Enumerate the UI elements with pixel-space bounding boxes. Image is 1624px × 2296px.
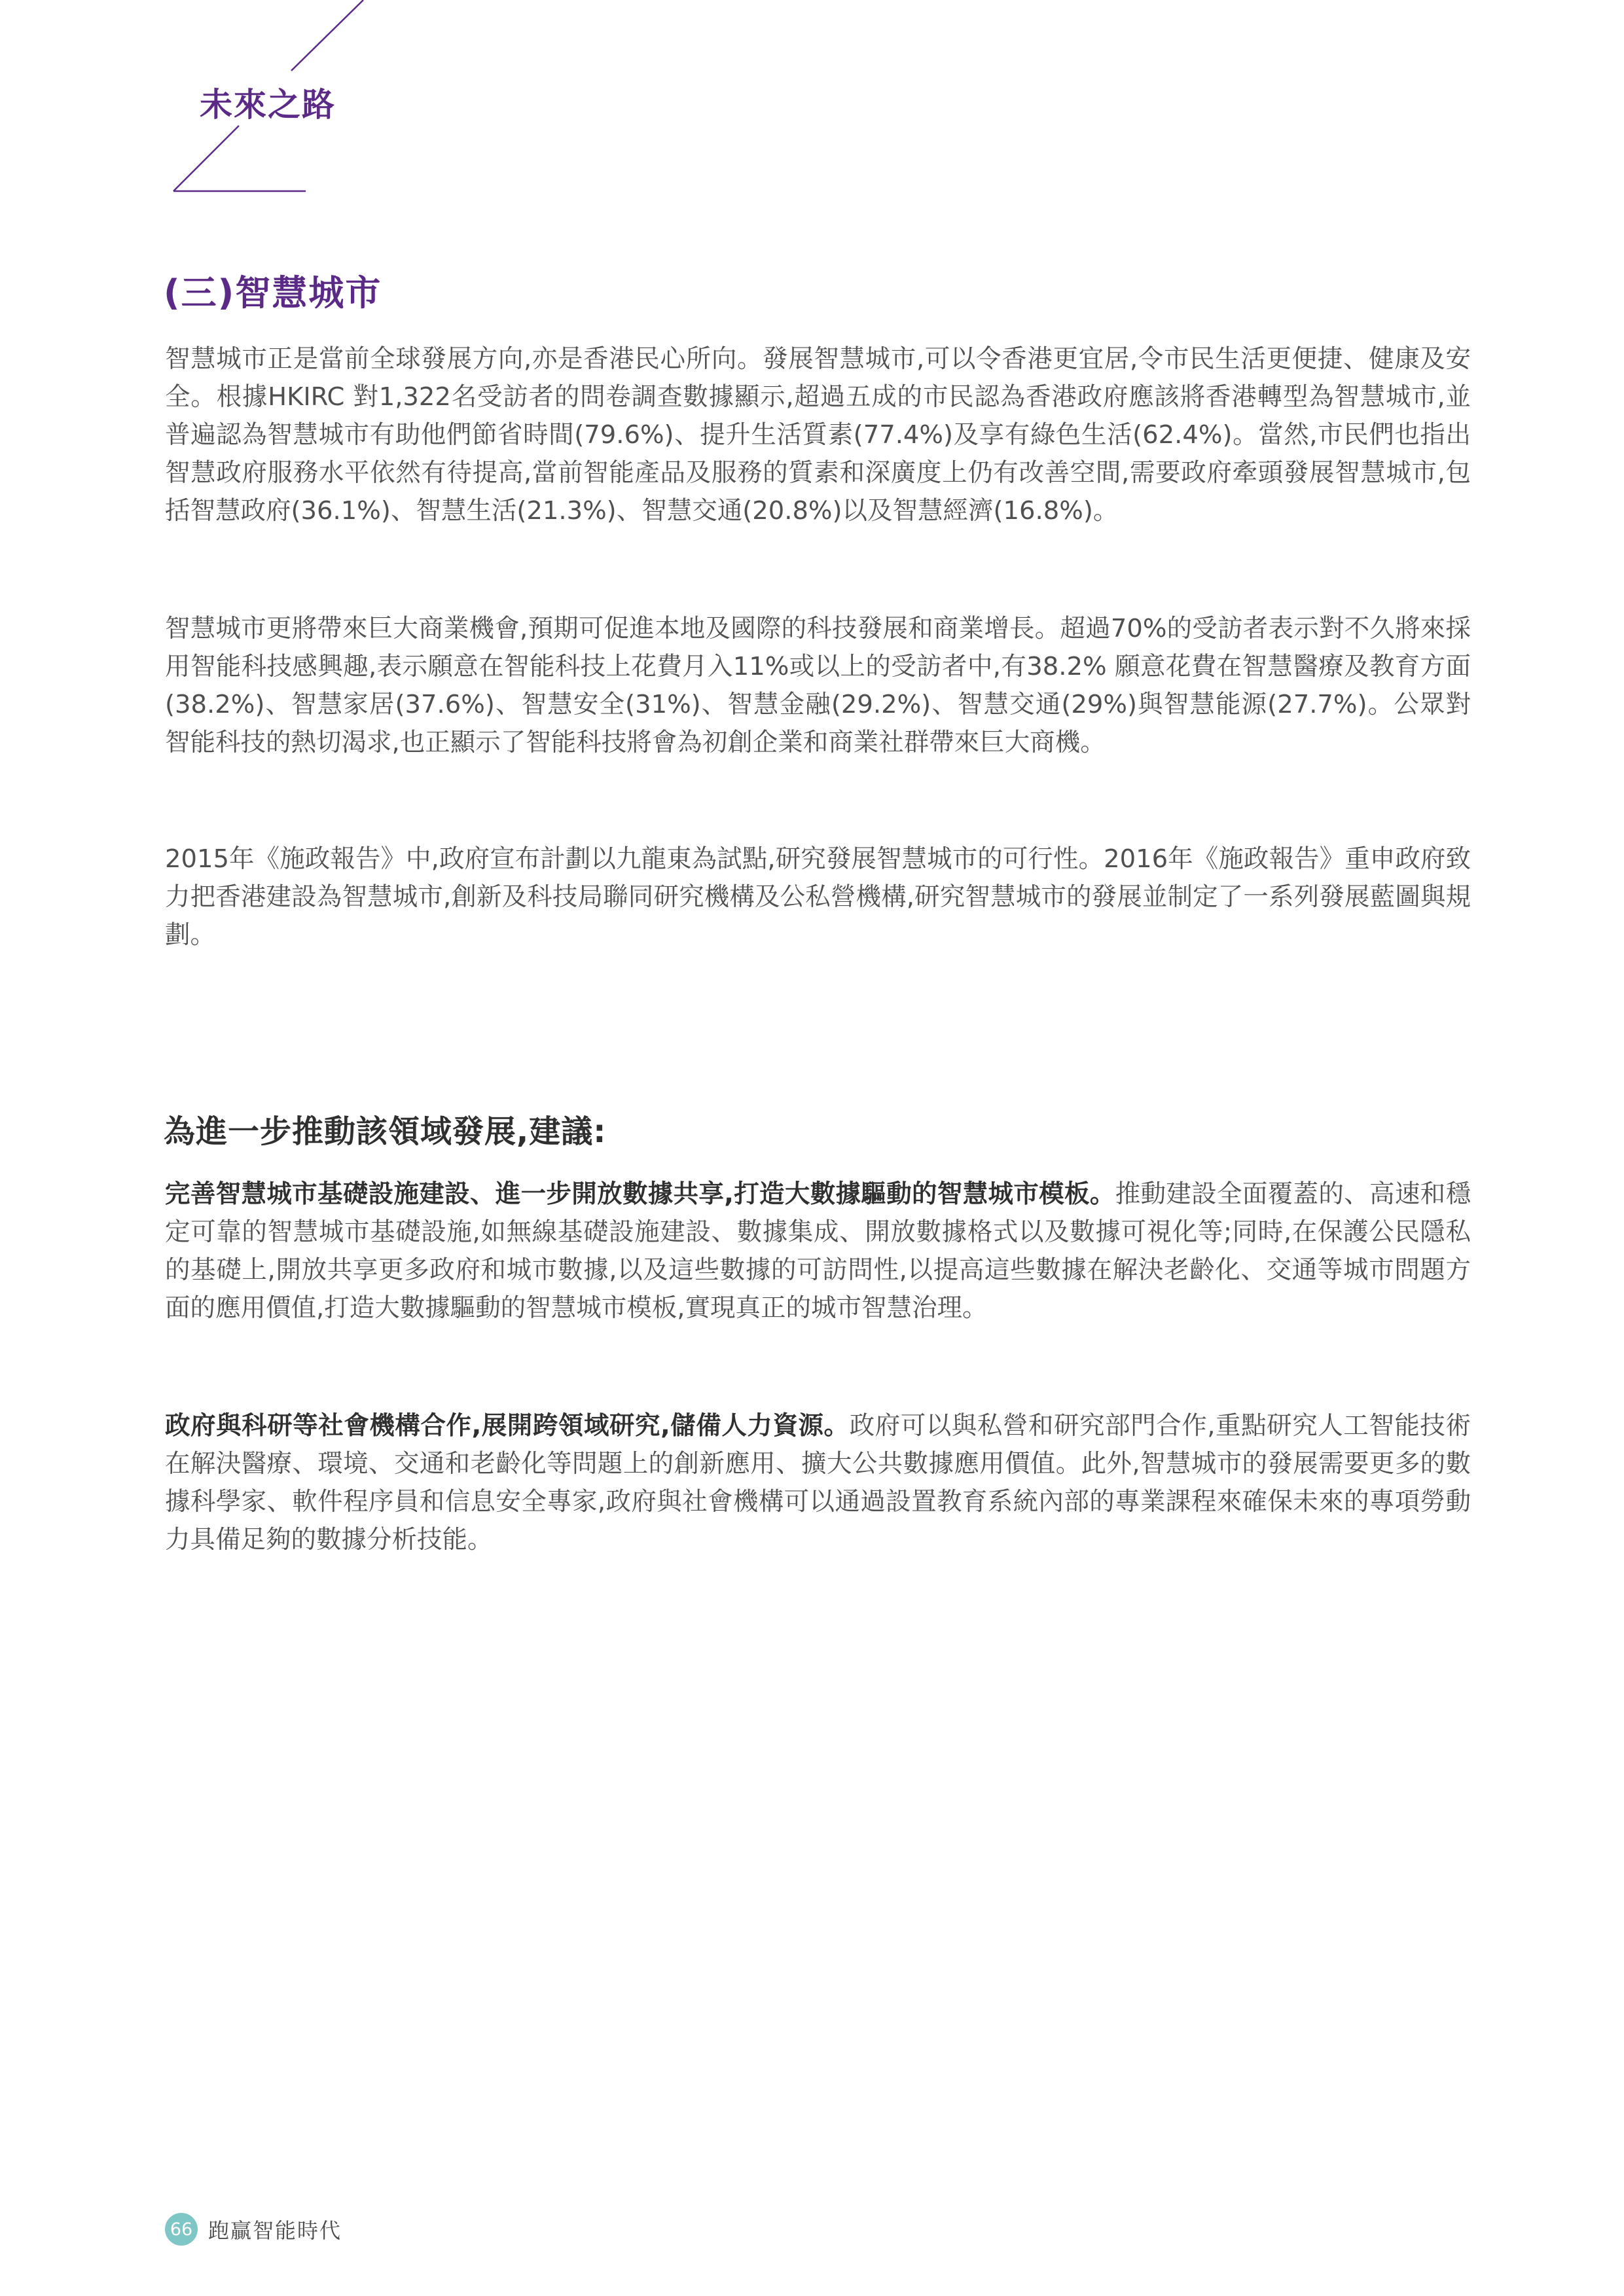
- section-title: (三)智慧城市: [164, 272, 382, 314]
- book-title: 跑贏智能時代: [208, 2218, 342, 2243]
- recommendation-2: [165, 1407, 1471, 1559]
- page-footer: [165, 2209, 342, 2250]
- recommendation-2-text: 政府可以與私營和研究部門合作,重點研究人工智能技術在解決醫療、環境、交通和老齡化等問題上的創新應用、擴大公共數據應用價值。此外,智慧城市的發展需要更多的數據科學家、軟件程序員和信息安全專家,政府與社會機構可以通過設置教育系統內部的專業課程來確保未來的專項勞動力具備足夠的數據分析技能。: [165, 1411, 1471, 1554]
- running-section-label: 未來之路: [200, 86, 336, 124]
- body-paragraph-2: 智慧城市更將帶來巨大商業機會,預期可促進本地及國際的科技發展和商業增長。超過70%的受訪者表示對不久將來採用智能科技感興趣,表示願意在智能科技上花費月入11%或以上的受訪者中,有38.2% 願意花費在智慧醫療及教育方面(38.2%)、智慧家居(37.6%)、智慧安全(31%)、智慧金融(29.2%)、智慧交通(29%)與智慧能源(27.7%)。公眾對智能科技的熱切渴求,也正顯示了智能科技將會為初創企業和商業社群帶來巨大商機。: [165, 614, 1471, 757]
- page-number-badge: 66: [165, 2213, 198, 2246]
- recommendation-1-text: 推動建設全面覆蓋的、高速和穩定可靠的智慧城市基礎設施,如無線基礎設施建設、數據集成、開放數據格式以及數據可視化等;同時,在保護公民隱私的基礎上,開放共享更多政府和城市數據,以及這些數據的可訪問性,以提高這些數據在解決老齡化、交通等城市問題方面的應用價值,打造大數據驅動的智慧城市模板,實現真正的城市智慧治理。: [165, 1179, 1471, 1323]
- body-paragraph-3: 2015年《施政報告》中,政府宣布計劃以九龍東為試點,研究發展智慧城市的可行性。2016年《施政報告》重申政府致力把香港建設為智慧城市,創新及科技局聯同研究機構及公私營機構,研究智慧城市的發展並制定了一系列發展藍圖與規劃。: [165, 844, 1471, 950]
- body-paragraph-1: 智慧城市正是當前全球發展方向,亦是香港民心所向。發展智慧城市,可以令香港更宜居,令市民生活更便捷、健康及安全。根據HKIRC 對1,322名受訪者的問卷調查數據顯示,超過五成的市民認為香港政府應該將香港轉型為智慧城市,並普遍認為智慧城市有助他們節省時間(79.6%)、提升生活質素(77.4%)及享有綠色生活(62.4%)。當然,市民們也指出智慧政府服務水平依然有待提高,當前智能產品及服務的質素和深廣度上仍有改善空間,需要政府牽頭發展智慧城市,包括智慧政府(36.1%)、智慧生活(21.3%)、智慧交通(20.8%)以及智慧經濟(16.8%)。: [165, 344, 1471, 526]
- recommendation-1: [165, 1175, 1471, 1327]
- recommendation-2-lead: 政府與科研等社會機構合作,展開跨領域研究,儲備人力資源。: [165, 1411, 850, 1441]
- recommendations-title: 為進一步推動該領域發展,建議:: [164, 1113, 607, 1150]
- recommendation-1-lead: 完善智慧城市基礎設施建設、進一步開放數據共享,打造大數據驅動的智慧城市模板。: [165, 1179, 1115, 1209]
